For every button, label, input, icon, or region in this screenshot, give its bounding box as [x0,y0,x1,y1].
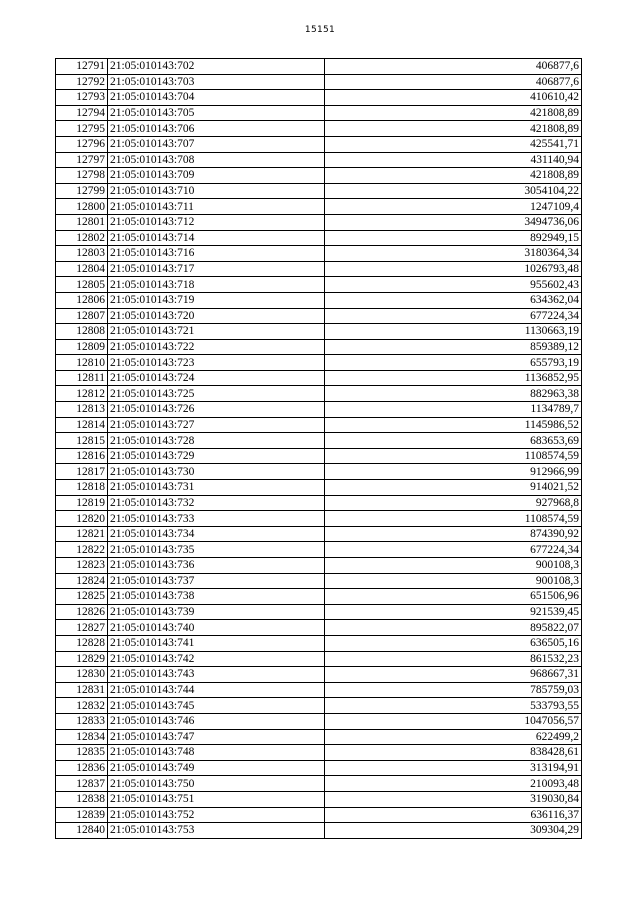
cadastral-number-cell: 21:05:010143:748 [108,745,325,761]
table-row [56,246,582,262]
cadastral-value-cell: 785759,03 [325,682,582,698]
cadastral-number-cell: 21:05:010143:709 [108,168,325,184]
row-number-cell: 12828 [56,635,108,651]
cadastral-value-cell: 859389,12 [325,339,582,355]
cadastral-number-cell: 21:05:010143:723 [108,355,325,371]
row-number-cell: 12798 [56,168,108,184]
row-number-cell: 12836 [56,760,108,776]
table-row [56,386,582,402]
cadastral-number-cell: 21:05:010143:742 [108,651,325,667]
cadastral-number-cell: 21:05:010143:711 [108,199,325,215]
cadastral-value-cell: 309304,29 [325,823,582,839]
table-row [56,324,582,340]
cadastral-number-cell: 21:05:010143:703 [108,74,325,90]
cadastral-value-cell: 622499,2 [325,729,582,745]
table-row [56,791,582,807]
cadastral-number-cell: 21:05:010143:751 [108,791,325,807]
page-number: 15151 [304,25,336,35]
table-body [56,59,582,839]
table-row [56,480,582,496]
table-row [56,417,582,433]
table-row [56,823,582,839]
table-row [56,495,582,511]
table-row [56,433,582,449]
cadastral-number-cell: 21:05:010143:707 [108,136,325,152]
cadastral-value-cell: 882963,38 [325,386,582,402]
row-number-cell: 12832 [56,698,108,714]
cadastral-number-cell: 21:05:010143:720 [108,308,325,324]
cadastral-value-cell: 636116,37 [325,807,582,823]
table-row [56,807,582,823]
row-number-cell: 12808 [56,324,108,340]
cadastral-value-cell: 900108,3 [325,558,582,574]
row-number-cell: 12804 [56,261,108,277]
row-number-cell: 12812 [56,386,108,402]
cadastral-value-cell: 1108574,59 [325,448,582,464]
cadastral-value-cell: 421808,89 [325,168,582,184]
cadastral-number-cell: 21:05:010143:702 [108,59,325,75]
table-row [56,682,582,698]
cadastral-number-cell: 21:05:010143:736 [108,558,325,574]
table-row [56,729,582,745]
cadastral-value-cell: 655793,19 [325,355,582,371]
cadastral-number-cell: 21:05:010143:740 [108,620,325,636]
cadastral-value-cell: 3054104,22 [325,183,582,199]
row-number-cell: 12793 [56,90,108,106]
row-number-cell: 12796 [56,136,108,152]
row-number-cell: 12839 [56,807,108,823]
row-number-cell: 12838 [56,791,108,807]
row-number-cell: 12820 [56,511,108,527]
row-number-cell: 12799 [56,183,108,199]
table-row [56,526,582,542]
row-number-cell: 12809 [56,339,108,355]
row-number-cell: 12837 [56,776,108,792]
cadastral-number-cell: 21:05:010143:749 [108,760,325,776]
cadastral-value-cell: 927968,8 [325,495,582,511]
cadastral-value-cell: 421808,89 [325,105,582,121]
cadastral-number-cell: 21:05:010143:747 [108,729,325,745]
cadastral-number-cell: 21:05:010143:737 [108,573,325,589]
cadastral-number-cell: 21:05:010143:729 [108,448,325,464]
cadastral-number-cell: 21:05:010143:746 [108,713,325,729]
row-number-cell: 12813 [56,402,108,418]
cadastral-value-cell: 533793,55 [325,698,582,714]
cadastral-value-cell: 1130663,19 [325,324,582,340]
table-row [56,370,582,386]
cadastral-value-cell: 900108,3 [325,573,582,589]
cadastral-number-cell: 21:05:010143:741 [108,635,325,651]
cadastral-value-cell: 636505,16 [325,635,582,651]
table-row [56,651,582,667]
cadastral-number-cell: 21:05:010143:735 [108,542,325,558]
row-number-cell: 12829 [56,651,108,667]
table-row [56,620,582,636]
cadastral-number-cell: 21:05:010143:731 [108,480,325,496]
row-number-cell: 12835 [56,745,108,761]
cadastral-number-cell: 21:05:010143:708 [108,152,325,168]
cadastral-number-cell: 21:05:010143:724 [108,370,325,386]
cadastral-value-cell: 1145986,52 [325,417,582,433]
row-number-cell: 12795 [56,121,108,137]
table-row [56,136,582,152]
cadastral-number-cell: 21:05:010143:705 [108,105,325,121]
cadastral-value-cell: 410610,42 [325,90,582,106]
table-row [56,760,582,776]
table-row [56,90,582,106]
table-row [56,59,582,75]
cadastral-value-cell: 3494736,06 [325,214,582,230]
cadastral-number-cell: 21:05:010143:732 [108,495,325,511]
row-number-cell: 12800 [56,199,108,215]
table-row [56,199,582,215]
table-row [56,152,582,168]
cadastral-value-cell: 683653,69 [325,433,582,449]
cadastral-number-cell: 21:05:010143:718 [108,277,325,293]
table-row [56,604,582,620]
row-number-cell: 12807 [56,308,108,324]
table-row [56,74,582,90]
cadastral-value-cell: 968667,31 [325,667,582,683]
row-number-cell: 12821 [56,526,108,542]
table-row [56,542,582,558]
cadastral-value-cell: 838428,61 [325,745,582,761]
row-number-cell: 12819 [56,495,108,511]
cadastral-number-cell: 21:05:010143:704 [108,90,325,106]
cadastral-value-cell: 912966,99 [325,464,582,480]
cadastral-value-cell: 406877,6 [325,74,582,90]
cadastral-number-cell: 21:05:010143:710 [108,183,325,199]
table-row [56,230,582,246]
row-number-cell: 12824 [56,573,108,589]
cadastral-number-cell: 21:05:010143:719 [108,292,325,308]
row-number-cell: 12833 [56,713,108,729]
cadastral-value-cell: 955602,43 [325,277,582,293]
row-number-cell: 12834 [56,729,108,745]
row-number-cell: 12823 [56,558,108,574]
cadastral-number-cell: 21:05:010143:738 [108,589,325,605]
cadastral-value-cell: 421808,89 [325,121,582,137]
row-number-cell: 12805 [56,277,108,293]
cadastral-number-cell: 21:05:010143:750 [108,776,325,792]
cadastral-value-cell: 921539,45 [325,604,582,620]
row-number-cell: 12830 [56,667,108,683]
row-number-cell: 12825 [56,589,108,605]
cadastral-number-cell: 21:05:010143:722 [108,339,325,355]
table-row [56,292,582,308]
table-row [56,776,582,792]
table-row [56,745,582,761]
cadastral-number-cell: 21:05:010143:743 [108,667,325,683]
cadastral-value-cell: 210093,48 [325,776,582,792]
table-row [56,667,582,683]
cadastral-value-cell: 425541,71 [325,136,582,152]
row-number-cell: 12831 [56,682,108,698]
cadastral-value-table [55,58,582,839]
cadastral-number-cell: 21:05:010143:745 [108,698,325,714]
table-row [56,168,582,184]
table-row [56,277,582,293]
row-number-cell: 12826 [56,604,108,620]
cadastral-number-cell: 21:05:010143:726 [108,402,325,418]
cadastral-number-cell: 21:05:010143:733 [108,511,325,527]
table-row [56,261,582,277]
table-row [56,573,582,589]
table-row [56,308,582,324]
cadastral-value-cell: 874390,92 [325,526,582,542]
cadastral-value-cell: 861532,23 [325,651,582,667]
cadastral-value-cell: 313194,91 [325,760,582,776]
row-number-cell: 12803 [56,246,108,262]
cadastral-value-cell: 406877,6 [325,59,582,75]
table-row [56,448,582,464]
row-number-cell: 12814 [56,417,108,433]
cadastral-number-cell: 21:05:010143:712 [108,214,325,230]
cadastral-number-cell: 21:05:010143:716 [108,246,325,262]
table-row [56,183,582,199]
cadastral-number-cell: 21:05:010143:714 [108,230,325,246]
cadastral-value-cell: 895822,07 [325,620,582,636]
row-number-cell: 12797 [56,152,108,168]
row-number-cell: 12806 [56,292,108,308]
table-row [56,214,582,230]
row-number-cell: 12840 [56,823,108,839]
cadastral-number-cell: 21:05:010143:721 [108,324,325,340]
table-row [56,713,582,729]
table-row [56,589,582,605]
row-number-cell: 12791 [56,59,108,75]
row-number-cell: 12811 [56,370,108,386]
cadastral-value-cell: 1136852,95 [325,370,582,386]
cadastral-number-cell: 21:05:010143:727 [108,417,325,433]
row-number-cell: 12794 [56,105,108,121]
cadastral-value-cell: 914021,52 [325,480,582,496]
cadastral-value-cell: 1047056,57 [325,713,582,729]
cadastral-number-cell: 21:05:010143:753 [108,823,325,839]
row-number-cell: 12802 [56,230,108,246]
row-number-cell: 12822 [56,542,108,558]
cadastral-number-cell: 21:05:010143:734 [108,526,325,542]
cadastral-value-cell: 677224,34 [325,542,582,558]
cadastral-number-cell: 21:05:010143:730 [108,464,325,480]
cadastral-value-cell: 634362,04 [325,292,582,308]
table-row [56,558,582,574]
row-number-cell: 12816 [56,448,108,464]
cadastral-number-cell: 21:05:010143:744 [108,682,325,698]
cadastral-value-cell: 431140,94 [325,152,582,168]
cadastral-value-cell: 1247109,4 [325,199,582,215]
cadastral-number-cell: 21:05:010143:725 [108,386,325,402]
table-row [56,698,582,714]
row-number-cell: 12827 [56,620,108,636]
cadastral-number-cell: 21:05:010143:752 [108,807,325,823]
cadastral-number-cell: 21:05:010143:706 [108,121,325,137]
row-number-cell: 12815 [56,433,108,449]
cadastral-value-cell: 1134789,7 [325,402,582,418]
table-row [56,339,582,355]
row-number-cell: 12817 [56,464,108,480]
cadastral-value-cell: 1108574,59 [325,511,582,527]
cadastral-number-cell: 21:05:010143:728 [108,433,325,449]
cadastral-value-cell: 319030,84 [325,791,582,807]
cadastral-value-cell: 677224,34 [325,308,582,324]
table-row [56,464,582,480]
table-row [56,105,582,121]
cadastral-value-cell: 892949,15 [325,230,582,246]
cadastral-number-cell: 21:05:010143:717 [108,261,325,277]
cadastral-number-cell: 21:05:010143:739 [108,604,325,620]
table-row [56,121,582,137]
cadastral-value-cell: 1026793,48 [325,261,582,277]
table-row [56,511,582,527]
row-number-cell: 12818 [56,480,108,496]
table-row [56,635,582,651]
table-row [56,402,582,418]
row-number-cell: 12792 [56,74,108,90]
table-row [56,355,582,371]
row-number-cell: 12810 [56,355,108,371]
cadastral-value-cell: 651506,96 [325,589,582,605]
cadastral-value-cell: 3180364,34 [325,246,582,262]
row-number-cell: 12801 [56,214,108,230]
